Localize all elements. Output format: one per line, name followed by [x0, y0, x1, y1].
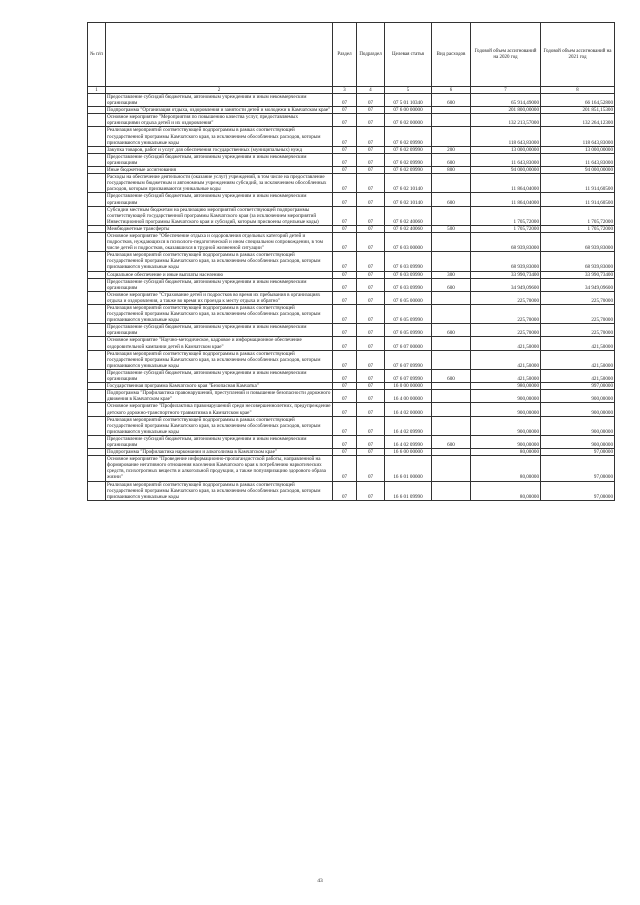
name-cell-num [88, 225, 106, 232]
name-cell-num [88, 350, 106, 369]
header-num: № п/п [88, 23, 106, 87]
amount-2021-cell: 34 949,09600 [541, 278, 615, 291]
name-cell: Реализация мероприятий соответствующей подпрограммы в рамках соответствующей государственной программы Камчатского края, за исключением обособленных расходов, которым присваиваются уникальные коды [106, 127, 333, 146]
amount-2021-cell: 68 939,83000 [541, 232, 615, 251]
amount-2020-cell: 80,00000 [471, 449, 541, 456]
amount-2021-cell: 11 914,60500 [541, 193, 615, 206]
razdel-cell: 07 [333, 252, 357, 271]
name-cell: Предоставление субсидий бюджетным, автономным учреждениям и иным некоммерческим организациям [106, 153, 333, 166]
podrazdel-cell: 07 [357, 146, 385, 153]
razdel-cell: 07 [333, 369, 357, 382]
table-row [88, 271, 615, 278]
name-cell-num [88, 174, 106, 193]
table-row [88, 291, 615, 304]
target-article-cell: 07 6 02 09990 [385, 153, 432, 166]
column-number: 8 [541, 87, 615, 94]
podrazdel-cell: 07 [357, 369, 385, 382]
amount-2021-cell: 11 914,60500 [541, 174, 615, 193]
column-number: 2 [106, 87, 333, 94]
expense-type-cell: 600 [432, 369, 471, 382]
column-number-row [88, 87, 615, 94]
name-cell-num [88, 481, 106, 500]
amount-2020-cell: 132 213,57000 [471, 114, 541, 127]
razdel-cell: 07 [333, 350, 357, 369]
target-article-cell: 16 6 01 09990 [385, 481, 432, 500]
name-cell-num [88, 278, 106, 291]
target-article-cell: 16 6 01 00000 [385, 456, 432, 481]
amount-2020-cell: 11 643,83000 [471, 153, 541, 166]
expense-type-cell [432, 449, 471, 456]
target-article-cell: 07 6 02 40060 [385, 206, 432, 225]
column-number: 1 [88, 87, 106, 94]
name-cell: Подпрограмма "Профилактика правонарушений, преступлений и повышение безопасности дорожного движения в Камчатском крае" [106, 390, 333, 403]
name-cell-num [88, 107, 106, 114]
amount-2021-cell: 33 990,73400 [541, 271, 615, 278]
podrazdel-cell: 07 [357, 291, 385, 304]
name-cell-num [88, 271, 106, 278]
name-cell-num [88, 449, 106, 456]
amount-2021-cell: 132 264,12300 [541, 114, 615, 127]
amount-2020-cell: 421,50000 [471, 369, 541, 382]
target-article-cell: 07 6 05 09990 [385, 305, 432, 324]
razdel-cell: 07 [333, 435, 357, 448]
razdel-cell: 07 [333, 94, 357, 107]
expense-type-cell [432, 456, 471, 481]
table-row [88, 435, 615, 448]
name-cell-num [88, 153, 106, 166]
amount-2020-cell: 65 914,49000 [471, 94, 541, 107]
amount-2021-cell: 68 939,83000 [541, 252, 615, 271]
expense-type-cell [432, 127, 471, 146]
razdel-cell: 07 [333, 456, 357, 481]
target-article-cell: 07 6 02 09990 [385, 146, 432, 153]
expense-type-cell: 300 [432, 271, 471, 278]
expense-type-cell [432, 206, 471, 225]
name-cell: Межбюджетные трансферты [106, 225, 333, 232]
header-row [88, 23, 615, 87]
razdel-cell: 07 [333, 305, 357, 324]
target-article-cell: 07 6 02 10140 [385, 193, 432, 206]
amount-2021-cell: 997,00000 [541, 383, 615, 390]
name-cell: Социальное обеспечение и иные выплаты населению [106, 271, 333, 278]
table-row [88, 206, 615, 225]
razdel-cell: 07 [333, 324, 357, 337]
table-row [88, 337, 615, 350]
razdel-cell: 07 [333, 278, 357, 291]
table-row [88, 114, 615, 127]
amount-2020-cell: 33 990,73400 [471, 271, 541, 278]
amount-2021-cell: 97,00000 [541, 456, 615, 481]
name-cell: Субсидии местным бюджетам на реализацию мероприятий соответствующей подпрограммы соответствующей государственной программы Камчатского края (за исключением мероприятий Инвестиционной программы Камчатского края и субсидий, которым присвоены отдельные коды) [106, 206, 333, 225]
target-article-cell: 07 5 01 10340 [385, 94, 432, 107]
table-row [88, 146, 615, 153]
target-article-cell: 07 6 07 09990 [385, 350, 432, 369]
amount-2021-cell: 1 705,72000 [541, 225, 615, 232]
table-row [88, 481, 615, 500]
name-cell-num [88, 456, 106, 481]
amount-2021-cell: 97,00000 [541, 481, 615, 500]
expense-type-cell [432, 114, 471, 127]
table-body [88, 87, 615, 501]
podrazdel-cell: 07 [357, 324, 385, 337]
table-row [88, 167, 615, 174]
name-cell: Основное мероприятие "Научно-методическое, кадровое и информационное обеспечение оздоровительной кампании детей в Камчатском крае" [106, 337, 333, 350]
name-cell: Закупка товаров, работ и услуг для обеспечения государственных (муниципальных) нужд [106, 146, 333, 153]
header-name [106, 23, 333, 87]
target-article-cell: 07 6 03 00000 [385, 232, 432, 251]
table-row [88, 383, 615, 390]
name-cell-num [88, 435, 106, 448]
razdel-cell: 07 [333, 449, 357, 456]
podrazdel-cell: 07 [357, 305, 385, 324]
razdel-cell: 07 [333, 193, 357, 206]
table-row [88, 369, 615, 382]
expense-type-cell [432, 107, 471, 114]
table-row [88, 324, 615, 337]
amount-2020-cell: 1 705,72000 [471, 206, 541, 225]
amount-2021-cell: 421,50000 [541, 369, 615, 382]
name-cell-num [88, 337, 106, 350]
column-number: 4 [357, 87, 385, 94]
name-cell: Основное мероприятие "Страхование детей и подростков во время их пребывания в организациях отдыха и оздоровления, а также во время их проезда к месту отдыха и обратно" [106, 291, 333, 304]
name-cell: Основное мероприятие "Обеспечение отдыха и оздоровления отдельных категорий детей и подростков, нуждающихся в психолого-педагогической и ином специальном сопровождении, в том числе детей и подростков, оказавшихся в трудной жизненной ситуации" [106, 232, 333, 251]
amount-2020-cell: 68 939,83000 [471, 252, 541, 271]
table-row [88, 305, 615, 324]
podrazdel-cell: 07 [357, 153, 385, 166]
podrazdel-cell: 07 [357, 390, 385, 403]
amount-2020-cell: 980,00000 [471, 383, 541, 390]
expense-type-cell: 200 [432, 146, 471, 153]
amount-2021-cell: 421,50000 [541, 337, 615, 350]
table-row [88, 153, 615, 166]
amount-2020-cell: 225,70000 [471, 324, 541, 337]
table-row [88, 456, 615, 481]
column-number: 7 [471, 87, 541, 94]
name-cell: Реализация мероприятий соответствующей подпрограммы в рамках соответствующей государственной программы Камчатского края, за исключением обособленных расходов, которым присваиваются уникальные коды [106, 416, 333, 435]
target-article-cell: 07 6 05 00000 [385, 291, 432, 304]
table-row [88, 416, 615, 435]
name-cell: Предоставление субсидий бюджетным, автономным учреждениям и иным некоммерческим организациям [106, 369, 333, 382]
amount-2020-cell: 34 949,09600 [471, 278, 541, 291]
podrazdel-cell: 07 [357, 383, 385, 390]
razdel-cell: 07 [333, 481, 357, 500]
table-row [88, 107, 615, 114]
razdel-cell: 07 [333, 225, 357, 232]
expense-type-cell [432, 481, 471, 500]
header-expense-type: Вид расходов [432, 23, 471, 87]
header-year-2020: Годовой объем ассигнований на 2020 год [471, 23, 541, 87]
amount-2020-cell: 201 800,00000 [471, 107, 541, 114]
table-row [88, 350, 615, 369]
name-cell-num [88, 252, 106, 271]
podrazdel-cell: 07 [357, 435, 385, 448]
razdel-cell: 07 [333, 383, 357, 390]
amount-2021-cell: 225,70000 [541, 305, 615, 324]
razdel-cell: 07 [333, 390, 357, 403]
podrazdel-cell: 07 [357, 193, 385, 206]
expense-type-cell [432, 403, 471, 416]
expense-type-cell: 600 [432, 324, 471, 337]
expense-type-cell: 600 [432, 193, 471, 206]
amount-2021-cell: 11 643,83000 [541, 153, 615, 166]
podrazdel-cell: 07 [357, 403, 385, 416]
name-cell: Предоставление субсидий бюджетным, автономным учреждениям и иным некоммерческим организациям [106, 278, 333, 291]
target-article-cell: 07 6 03 09990 [385, 278, 432, 291]
expense-type-cell: 600 [432, 435, 471, 448]
podrazdel-cell: 07 [357, 127, 385, 146]
razdel-cell: 07 [333, 337, 357, 350]
name-cell: Предоставление субсидий бюджетным, автономным учреждениям и иным некоммерческим организациям [106, 94, 333, 107]
table-row [88, 127, 615, 146]
name-cell-num [88, 127, 106, 146]
razdel-cell: 07 [333, 107, 357, 114]
podrazdel-cell: 07 [357, 416, 385, 435]
amount-2021-cell: 1 705,72000 [541, 206, 615, 225]
razdel-cell: 07 [333, 291, 357, 304]
name-cell-num [88, 193, 106, 206]
target-article-cell: 07 6 00 00000 [385, 107, 432, 114]
target-article-cell: 07 6 05 09990 [385, 324, 432, 337]
name-cell-num [88, 383, 106, 390]
header-razdel: Раздел [333, 23, 357, 87]
table-row [88, 449, 615, 456]
amount-2020-cell: 80,00000 [471, 456, 541, 481]
amount-2020-cell: 118 643,83000 [471, 127, 541, 146]
amount-2021-cell: 66 164,52800 [541, 94, 615, 107]
amount-2020-cell: 900,00000 [471, 403, 541, 416]
name-cell: Основное мероприятие "Профилактика правонарушений среди несовершеннолетних, предупреждение детского дорожно-транспортного травматизма в Камчатском крае" [107, 403, 331, 416]
name-cell: Иные бюджетные ассигнования [106, 167, 333, 174]
target-article-cell: 07 6 02 09990 [385, 167, 432, 174]
podrazdel-cell: 07 [357, 232, 385, 251]
name-cell: Расходы на обеспечение деятельности (оказание услуг) учреждений, в том числе на предоставление государственным бюджетным и автономным учреждениям субсидий, за исключением обособленных расходов, которым присваиваются уникальные коды [106, 174, 333, 193]
expense-type-cell [432, 390, 471, 403]
column-number: 3 [333, 87, 357, 94]
podrazdel-cell: 07 [357, 206, 385, 225]
expense-type-cell [432, 232, 471, 251]
table-row [88, 278, 615, 291]
amount-2020-cell: 900,00000 [471, 390, 541, 403]
name-cell-num [88, 324, 106, 337]
table-row [88, 174, 615, 193]
podrazdel-cell: 07 [357, 481, 385, 500]
column-number: 5 [385, 87, 432, 94]
razdel-cell: 07 [333, 114, 357, 127]
expense-type-cell: 600 [432, 94, 471, 107]
target-article-cell: 16 4 02 09990 [385, 435, 432, 448]
header-year-2021: Годовой объем ассигнований на 2021 год [541, 23, 615, 87]
column-number: 6 [432, 87, 471, 94]
name-cell-num [88, 94, 106, 107]
amount-2021-cell: 900,00000 [541, 416, 615, 435]
name-cell-num [88, 416, 106, 435]
target-article-cell: 07 6 07 09990 [385, 369, 432, 382]
amount-2020-cell: 225,70000 [471, 291, 541, 304]
podrazdel-cell: 07 [357, 167, 385, 174]
expense-type-cell [432, 291, 471, 304]
podrazdel-cell: 07 [357, 225, 385, 232]
target-article-cell: 07 6 03 09990 [385, 252, 432, 271]
name-cell-num [88, 114, 106, 127]
target-article-cell: 07 6 02 00000 [385, 114, 432, 127]
expense-type-cell: 500 [432, 225, 471, 232]
podrazdel-cell: 07 [357, 107, 385, 114]
amount-2021-cell: 94 000,00000 [541, 167, 615, 174]
expense-type-cell: 600 [432, 278, 471, 291]
name-cell: Реализация мероприятий соответствующей подпрограммы в рамках соответствующей государственной программы Камчатского края, за исключением обособленных расходов, которым присваиваются уникальные коды [106, 252, 333, 271]
podrazdel-cell: 07 [357, 350, 385, 369]
amount-2021-cell: 97,00000 [541, 449, 615, 456]
expense-type-cell [432, 252, 471, 271]
expense-type-cell [432, 383, 471, 390]
name-cell: Основное мероприятие "Мероприятия по повышению качества услуг, предоставляемых организациями отдыха детей и их оздоровления" [106, 114, 333, 127]
razdel-cell: 07 [333, 146, 357, 153]
name-cell: Реализация мероприятий соответствующей подпрограммы в рамках соответствующей государственной программы Камчатского края, за исключением обособленных расходов, которым присваиваются уникальные коды [106, 350, 333, 369]
name-cell: Государственная программа Камчатского края "Безопасная Камчатка" [106, 383, 333, 390]
podrazdel-cell: 07 [357, 252, 385, 271]
podrazdel-cell: 07 [357, 271, 385, 278]
amount-2020-cell: 11 864,04000 [471, 193, 541, 206]
table-row [88, 225, 615, 232]
razdel-cell: 07 [333, 232, 357, 251]
amount-2021-cell: 421,50000 [541, 350, 615, 369]
table-row [88, 232, 615, 251]
expense-type-cell [432, 174, 471, 193]
amount-2021-cell: 225,70000 [541, 324, 615, 337]
podrazdel-cell: 07 [357, 337, 385, 350]
expense-type-cell: 800 [432, 167, 471, 174]
name-cell: Основное мероприятие "Проведение информационно-пропагандистской работы, направленной на формирование негативного отношения населения Камчатского края к потреблению наркотических средств, психотропных веществ и алкогольной продукции, а также популяризацию здорового образа жизни" [106, 456, 333, 481]
table-row [88, 94, 615, 107]
razdel-cell: 07 [333, 174, 357, 193]
amount-2020-cell: 900,00000 [471, 435, 541, 448]
podrazdel-cell: 07 [357, 278, 385, 291]
page-number: 43 [317, 878, 323, 884]
amount-2020-cell: 94 000,00000 [471, 167, 541, 174]
podrazdel-cell: 07 [357, 449, 385, 456]
name-cell-num [88, 146, 106, 153]
name-cell-num [88, 167, 106, 174]
amount-2021-cell: 118 643,83000 [541, 127, 615, 146]
target-article-cell: 07 6 03 09990 [385, 271, 432, 278]
name-cell: Реализация мероприятий соответствующей подпрограммы в рамках соответствующей государственной программы Камчатского края, за исключением обособленных расходов, которым присваиваются уникальные коды [106, 305, 333, 324]
amount-2021-cell: 13 000,00000 [541, 146, 615, 153]
header-podrazdel: Подраздел [357, 23, 385, 87]
amount-2020-cell: 11 864,04000 [471, 174, 541, 193]
header-target-article: Целевая статья [385, 23, 432, 87]
razdel-cell: 07 [333, 416, 357, 435]
podrazdel-cell: 07 [357, 174, 385, 193]
target-article-cell: 16 4 02 00000 [385, 403, 432, 416]
expense-type-cell [432, 416, 471, 435]
amount-2020-cell: 225,70000 [471, 305, 541, 324]
name-cell-num [88, 206, 106, 225]
expense-type-cell: 600 [432, 153, 471, 166]
name-cell: Предоставление субсидий бюджетным, автономным учреждениям и иным некоммерческим организациям [106, 324, 333, 337]
name-cell-num [88, 291, 106, 304]
target-article-cell: 07 6 07 00000 [385, 337, 432, 350]
name-cell-num [88, 232, 106, 251]
amount-2021-cell: 900,00000 [541, 403, 615, 416]
amount-2020-cell: 80,00000 [471, 481, 541, 500]
name-cell-num [88, 369, 106, 382]
amount-2020-cell: 900,00000 [471, 416, 541, 435]
razdel-cell: 07 [333, 206, 357, 225]
amount-2021-cell: 900,00000 [541, 435, 615, 448]
name-cell: Предоставление субсидий бюджетным, автономным учреждениям и иным некоммерческим организациям [106, 193, 333, 206]
name-cell: Предоставление субсидий бюджетным, автономным учреждениям и иным некоммерческим организациям [106, 435, 333, 448]
table-row [88, 390, 615, 403]
name-cell-num [88, 390, 106, 403]
amount-2021-cell: 900,00000 [541, 390, 615, 403]
amount-2020-cell: 13 000,00000 [471, 146, 541, 153]
razdel-cell: 07 [333, 153, 357, 166]
target-article-cell: 16 6 00 00000 [385, 449, 432, 456]
table-row [88, 403, 615, 416]
name-cell-num [88, 403, 106, 416]
amount-2021-cell: 225,70000 [541, 291, 615, 304]
target-article-cell: 16 4 00 00000 [385, 390, 432, 403]
amount-2021-cell: 201 851,15300 [541, 107, 615, 114]
razdel-cell: 07 [333, 127, 357, 146]
amount-2020-cell: 68 939,83000 [471, 232, 541, 251]
razdel-cell: 07 [333, 271, 357, 278]
podrazdel-cell: 07 [357, 94, 385, 107]
target-article-cell: 07 6 02 10140 [385, 174, 432, 193]
razdel-cell: 07 [333, 167, 357, 174]
name-cell: Подпрограмма "Организация отдыха, оздоровления и занятости детей и молодежи в Камчатском крае" [106, 107, 333, 114]
budget-table [87, 22, 615, 501]
amount-2020-cell: 1 705,72000 [471, 225, 541, 232]
podrazdel-cell: 07 [357, 114, 385, 127]
razdel-cell: 07 [333, 403, 357, 416]
podrazdel-cell: 07 [357, 456, 385, 481]
target-article-cell: 16 4 02 09990 [385, 416, 432, 435]
target-article-cell: 16 0 00 00000 [385, 383, 432, 390]
expense-type-cell [432, 305, 471, 324]
expense-type-cell [432, 337, 471, 350]
name-cell: Реализация мероприятий соответствующей подпрограммы в рамках соответствующей государственной программы Камчатского края, за исключением обособленных расходов, которым присваиваются уникальные коды [106, 481, 333, 500]
table-row [88, 252, 615, 271]
name-cell-num [88, 305, 106, 324]
table-row [88, 193, 615, 206]
target-article-cell: 07 6 02 40060 [385, 225, 432, 232]
name-cell: Подпрограмма "Профилактика наркомании и алкоголизма в Камчатском крае" [106, 449, 333, 456]
amount-2020-cell: 421,50000 [471, 350, 541, 369]
amount-2020-cell: 421,50000 [471, 337, 541, 350]
expense-type-cell [432, 350, 471, 369]
target-article-cell: 07 6 02 09990 [385, 127, 432, 146]
